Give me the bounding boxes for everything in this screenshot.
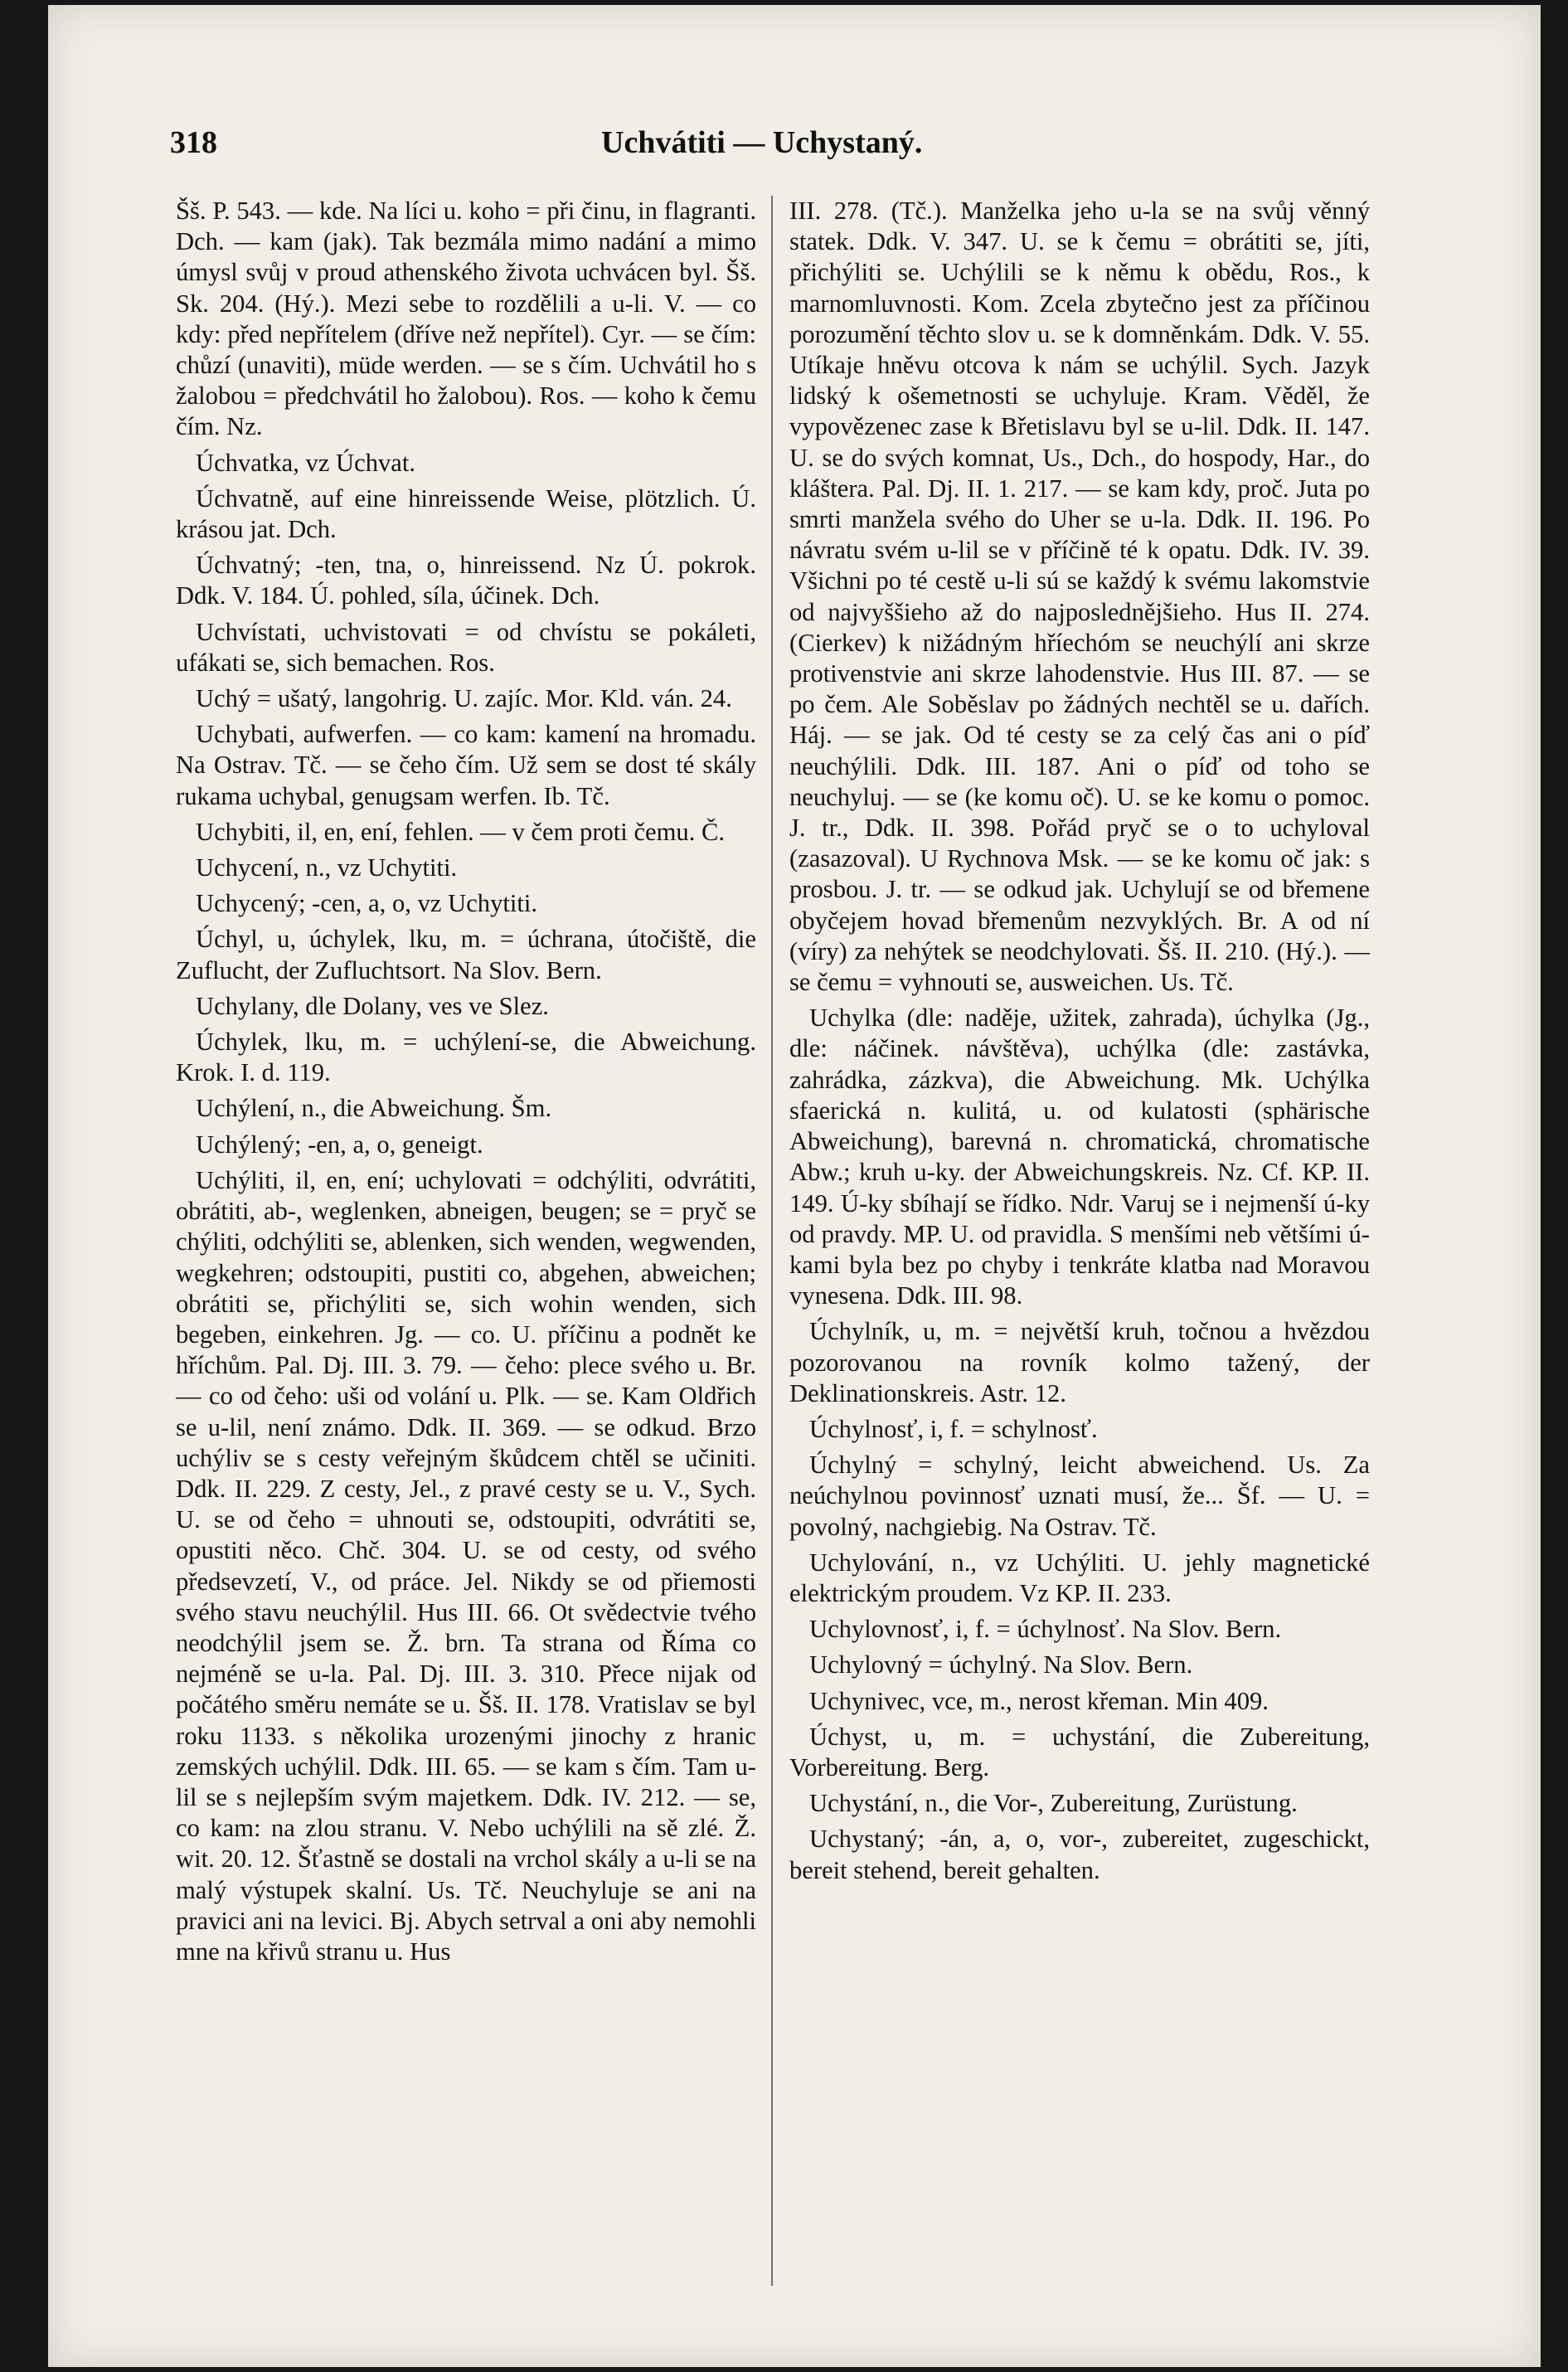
entry-uchybiti: Uchybiti, il, en, ení, fehlen. — v čem proti čemu. Č.	[196, 817, 726, 846]
entry-uchyleni: Uchýlení, n., die Abweichung. Šm.	[196, 1094, 552, 1123]
entry-uchvatka: Úchvatka, vz Úchvat.	[196, 448, 416, 477]
entry-uchyceni: Uchycení, n., vz Uchytiti.	[196, 853, 458, 882]
entry-uchynivec: Uchynivec, vce, m., nerost křeman. Min 409.	[809, 1686, 1269, 1715]
entry-uchystany: Uchystaný; -án, a, o, vor-, zubereitet, zugeschickt, bereit stehend, bereit gehalten.	[789, 1825, 1370, 1884]
left-column	[176, 196, 756, 2319]
column-divider	[771, 196, 773, 2286]
entry-uchylovani: Uchylování, n., vz Uchýliti. U. jehly magnetické elektrickým proudem. Vz KP. II. 233.	[789, 1548, 1370, 1607]
page-number: 318	[170, 125, 217, 160]
running-title: Uchvátiti — Uchystaný.	[601, 125, 923, 160]
entry-uchylnik: Úchylník, u, m. = největší kruh, točnou a hvězdou pozorovanou na rovník kolmo tažený, der Deklinationskreis. Astr. 12.	[789, 1317, 1370, 1407]
entry-uchylnost: Úchylnosť, i, f. = schylnosť.	[809, 1414, 1098, 1443]
entry-uchy: Uchý = ušatý, langohrig. U. zajíc. Mor. Kld. ván. 24.	[196, 684, 732, 713]
entry-uchyceny: Uchycený; -cen, a, o, vz Uchytiti.	[196, 889, 538, 918]
entry-uchyliti-continued: III. 278. (Tč.). Manželka jeho u-la se na svůj věnný statek. Ddk. V. 347. U. se k čemu = obrátiti se, jíti, přichýliti se. Uchýlili se k němu k obědu, Ros., k marnomluvnosti. Kom. Zcela zbytečno jest za příčinou porozumění těchto slov u. se k domněnkám. Ddk. V. 55. Utíkaje hněvu otcova k nám se uchýlil. Sych. Jazyk lidský k ošemetnosti se uchyluje. Kram. Věděl, že vypovězenec zase k Břetislavu byl se u-lil. Ddk. II. 147. U. se do svých komnat, Us., Dch., do hospody, Har., do kláštera. Pal. Dj. II. 1. 217. — se kam kdy, proč. Juta po smrti manžela svého do Uher se u-la. Ddk. II. 196. Po návratu svém u-lil se v příčině té k opatu. Ddk. IV. 39. Všichni po té cestě u-li sú se každý k svému lakomstvie od najvyššieho až do najposlednějšieho. Hus II. 274. (Cierkev) k nižádným hříechóm se neuchýlí ani skrze protivenstvie ani skrze lahodenstvie. Hus III. 87. — se po čem. Ale Soběslav po žádných nechtěl se u. dařích. Háj. — se jak. Od té cesty se za celý čas ani o píď neuchýlili. Ddk. III. 187. Ani o píď od toho se neuchyluj. — se (ke komu oč). U. se ke komu o pomoc. J. tr., Ddk. II. 398. Pořád pryč se o to uchyloval (zasazoval). U Rychnova Msk. — se ke komu oč jak: s prosbou. J. tr. — se odkud jak. Uchylují se od břemene obyčejem hovad břemenům nezvyklých. Br. A od ní (víry) za nehýtek se neodchylovati. Šš. II. 210. (Hý.). — se čemu = vyhnouti se, ausweichen. Us. Tč.	[789, 197, 1370, 997]
entry-uchvatne: Úchvatně, auf eine hinreissende Weise, plötzlich. Ú. krásou jat. Dch.	[176, 484, 756, 544]
entry-uchylny: Úchylný = schylný, leicht abweichend. Us. Za neúchylnou povinnosť uznati musí, že... Šf. — U. = povolný, nachgiebig. Na Ostrav. Tč.	[789, 1451, 1370, 1541]
entry-uchyleny: Uchýlený; -en, a, o, geneigt.	[196, 1130, 483, 1159]
right-column	[789, 196, 1370, 2319]
entry-uchylek: Úchylek, lku, m. = uchýlení-se, die Abweichung. Krok. I. d. 119.	[176, 1028, 756, 1087]
entry-uchylovny: Uchylovný = úchylný. Na Slov. Bern.	[809, 1650, 1193, 1679]
entry-uchylovnost: Uchylovnosť, i, f. = úchylnosť. Na Slov. Bern.	[809, 1615, 1282, 1644]
entry-uchylka: Uchylka (dle: naděje, užitek, zahrada), úchylka (Jg., dle: náčinek. návštěva), uchýlka (dle: zastávka, zahrádka, zázkva), die Abweichung. Mk. Uchýlka sfaerická n. kulitá, u. od kulatosti (sphärische Abweichung), barevná n. chromatická, chromatische Abw.; kruh u-ky. der Abweichungskreis. Nz. Cf. KP. II. 149. Ú-ky sbíhají se řídko. Ndr. Varuj se i nejmenší ú-ky od pravdy. MP. U. od pravidla. S menšími neb většími ú-kami byla bez po chyby i tenkráte klatba nad Moravou vynesena. Ddk. III. 98.	[789, 1004, 1370, 1310]
entry-uchvatny: Úchvatný; -ten, tna, o, hinreissend. Nz Ú. pokrok. Ddk. V. 184. Ú. pohled, síla, účinek. Dch.	[176, 551, 756, 610]
entry-uchystani: Uchystání, n., die Vor-, Zubereitung, Zurüstung.	[809, 1789, 1298, 1818]
entry-uchyl: Úchyl, u, úchylek, lku, m. = úchrana, útočiště, die Zuflucht, der Zufluchtsort. Na Slov. Bern.	[176, 925, 756, 984]
entry-uchylany: Uchylany, dle Dolany, ves ve Slez.	[196, 991, 549, 1020]
entry-uchvistati: Uchvístati, uchvistovati = od chvístu se pokáleti, ufákati se, sich bemachen. Ros.	[176, 617, 756, 677]
entry-uchybati: Uchybati, aufwerfen. — co kam: kamení na hromadu. Na Ostrav. Tč. — se čeho čím. Už sem se dost té skály rukama uchybal, genugsam werfen. Ib. Tč.	[176, 720, 756, 810]
entry-continuation: Šš. P. 543. — kde. Na líci u. koho = při činu, in flagranti. Dch. — kam (jak). Tak bezmála mimo nadání a mimo úmysl svůj v proud athenského života uchvácen byl. Šš. Sk. 204. (Hý.). Mezi sebe to rozdělili a u-li. V. — co kdy: před nepřítelem (dříve než nepřítel). Cyr. — se čím: chůzí (unaviti), müde werden. — se s čím. Uchvátil ho s žalobou = předchvátil ho žalobou). Ros. — koho k čemu čím. Nz.	[176, 197, 756, 441]
entry-uchyst: Úchyst, u, m. = uchystání, die Zubereitung, Vorbereitung. Berg.	[789, 1722, 1370, 1781]
page-header	[170, 124, 1347, 164]
entry-uchyliti: Uchýliti, il, en, ení; uchylovati = odchýliti, odvrátiti, obrátiti, ab-, weglenken, abneigen, beugen; se = pryč se chýliti, odchýliti se, ablenken, sich wenden, wegwenden, wegkehren; odstoupiti, pustiti co, abgehen, abweichen; obrátiti se, přichýliti se, sich wohin wenden, sich begeben, einkehren. Jg. — co. U. příčinu a podnět ke hříchům. Pal. Dj. III. 3. 79. — čeho: plece svého u. Br. — co od čeho: uši od volání u. Plk. — se. Kam Oldřich se u-lil, není známo. Ddk. II. 369. — se odkud. Brzo uchýliv se s cesty veřejným škůdcem chtěl se učiniti. Ddk. II. 229. Z cesty, Jel., z pravé cesty se u. V., Sych. U. se od čeho = uhnouti se, odstoupiti, odvrátiti se, opustiti něco. Chč. 304. U. se od cesty, od svého předsevzetí, V., od práce. Jel. Nikdy se od přiemosti svého stavu neuchýlil. Hus III. 66. Ot svědectvie tvého neodchýlil jsem se. Ž. brn. Ta strana od Říma co nejméně se u-la. Pal. Dj. III. 3. 310. Přece nijak od počátého směru nemáte se u. Šš. II. 178. Vratislav se byl roku 1133. s několika urozenými jinochy z hranic zemských uchýlil. Ddk. III. 65. — se kam s čím. Tam u-lil se s nejlepším svým majetkem. Ddk. IV. 212. — se, co kam: na zlou stranu. V. Nebo uchýlili na sě zlé. Ž. wit. 20. 12. Šťastně se dostali na vrchol skály a u-li se na malý výstupek skalní. Us. Tč. Neuchyluje se ani na pravici ani na levici. Bj. Abych setrval a oni aby nemohli mne na křivů stranu u. Hus	[176, 1165, 756, 1966]
